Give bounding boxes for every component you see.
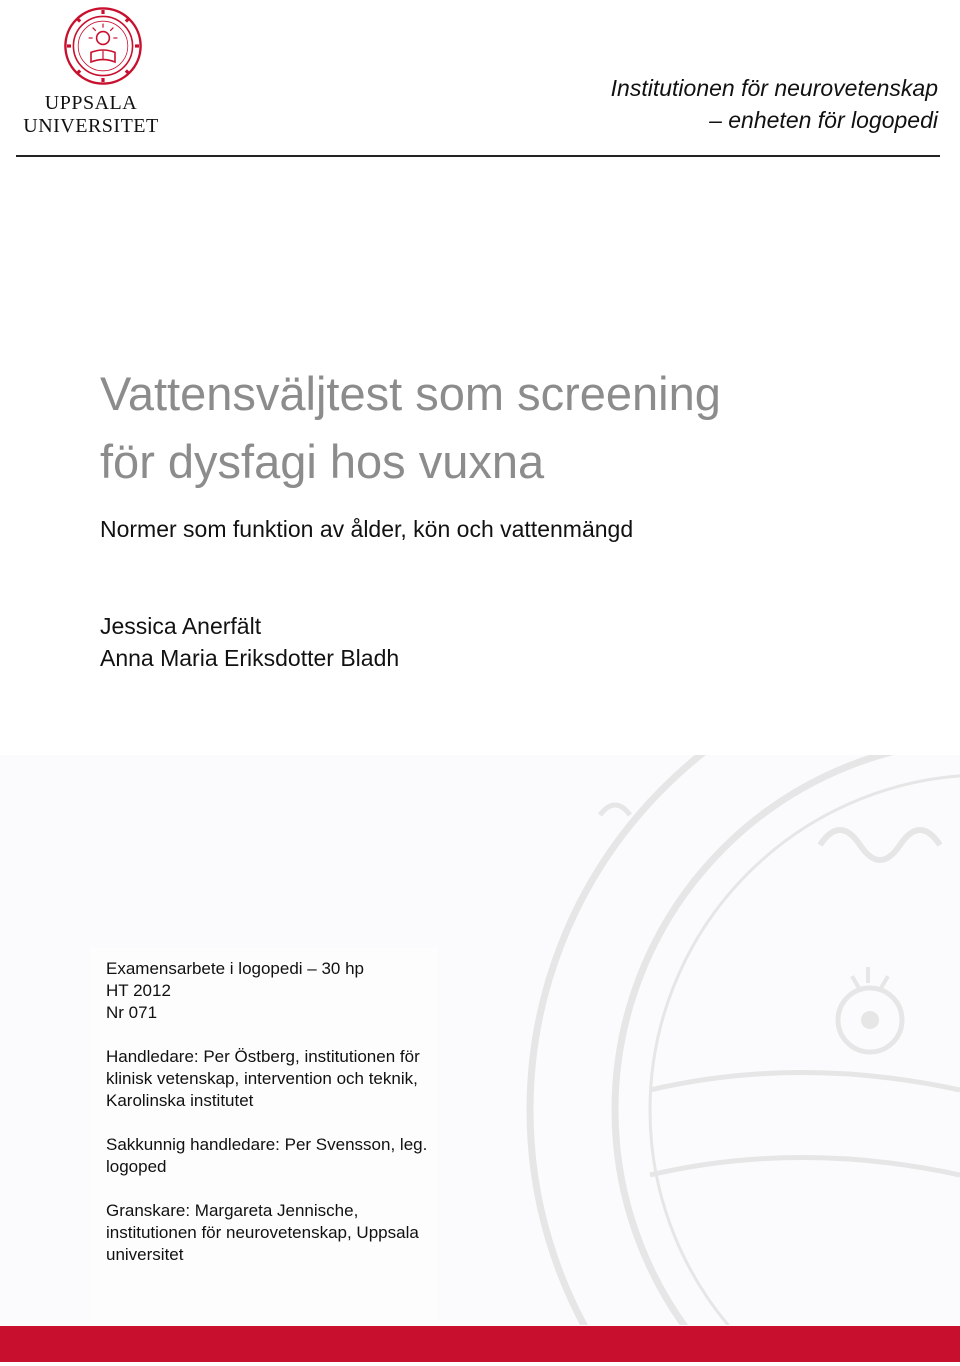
university-seal-icon xyxy=(63,6,143,86)
footer-accent-bar xyxy=(0,1326,960,1362)
university-name-line1: UPPSALA xyxy=(44,92,138,114)
supervisor-text: Handledare: Per Östberg, institutionen för klinisk vetenskap, intervention och teknik, Karolinska institutet xyxy=(106,1047,420,1110)
title-line-2: för dysfagi hos vuxna xyxy=(100,435,545,488)
thesis-subtitle: Normer som funktion av ålder, kön och vattenmängd xyxy=(100,516,634,542)
author-name: Jessica Anerfält xyxy=(100,613,262,639)
thesis-info xyxy=(106,958,436,1288)
course-label: Examensarbete i logopedi – 30 hp xyxy=(106,959,365,978)
institution-name: Institutionen för neurovetenskap xyxy=(610,75,938,101)
examiner-text: Granskare: Margareta Jennische, institutionen för neurovetenskap, Uppsala universitet xyxy=(106,1201,419,1264)
header-divider xyxy=(16,155,940,157)
institution-heading xyxy=(611,72,938,136)
title-line-1: Vattensväljtest som screening xyxy=(100,367,721,420)
uppsala-university-logo xyxy=(16,6,166,142)
author-list xyxy=(100,610,399,674)
course-block xyxy=(106,958,436,1024)
report-number: Nr 071 xyxy=(106,1003,158,1022)
unit-name: – enheten för logopedi xyxy=(709,107,938,133)
university-name-line2: UNIVERSITET xyxy=(23,115,159,137)
term-label: HT 2012 xyxy=(106,981,171,1000)
author-name: Anna Maria Eriksdotter Bladh xyxy=(100,645,400,671)
expert-supervisor-text: Sakkunnig handledare: Per Svensson, leg. logoped xyxy=(106,1135,428,1176)
thesis-title xyxy=(100,360,940,496)
